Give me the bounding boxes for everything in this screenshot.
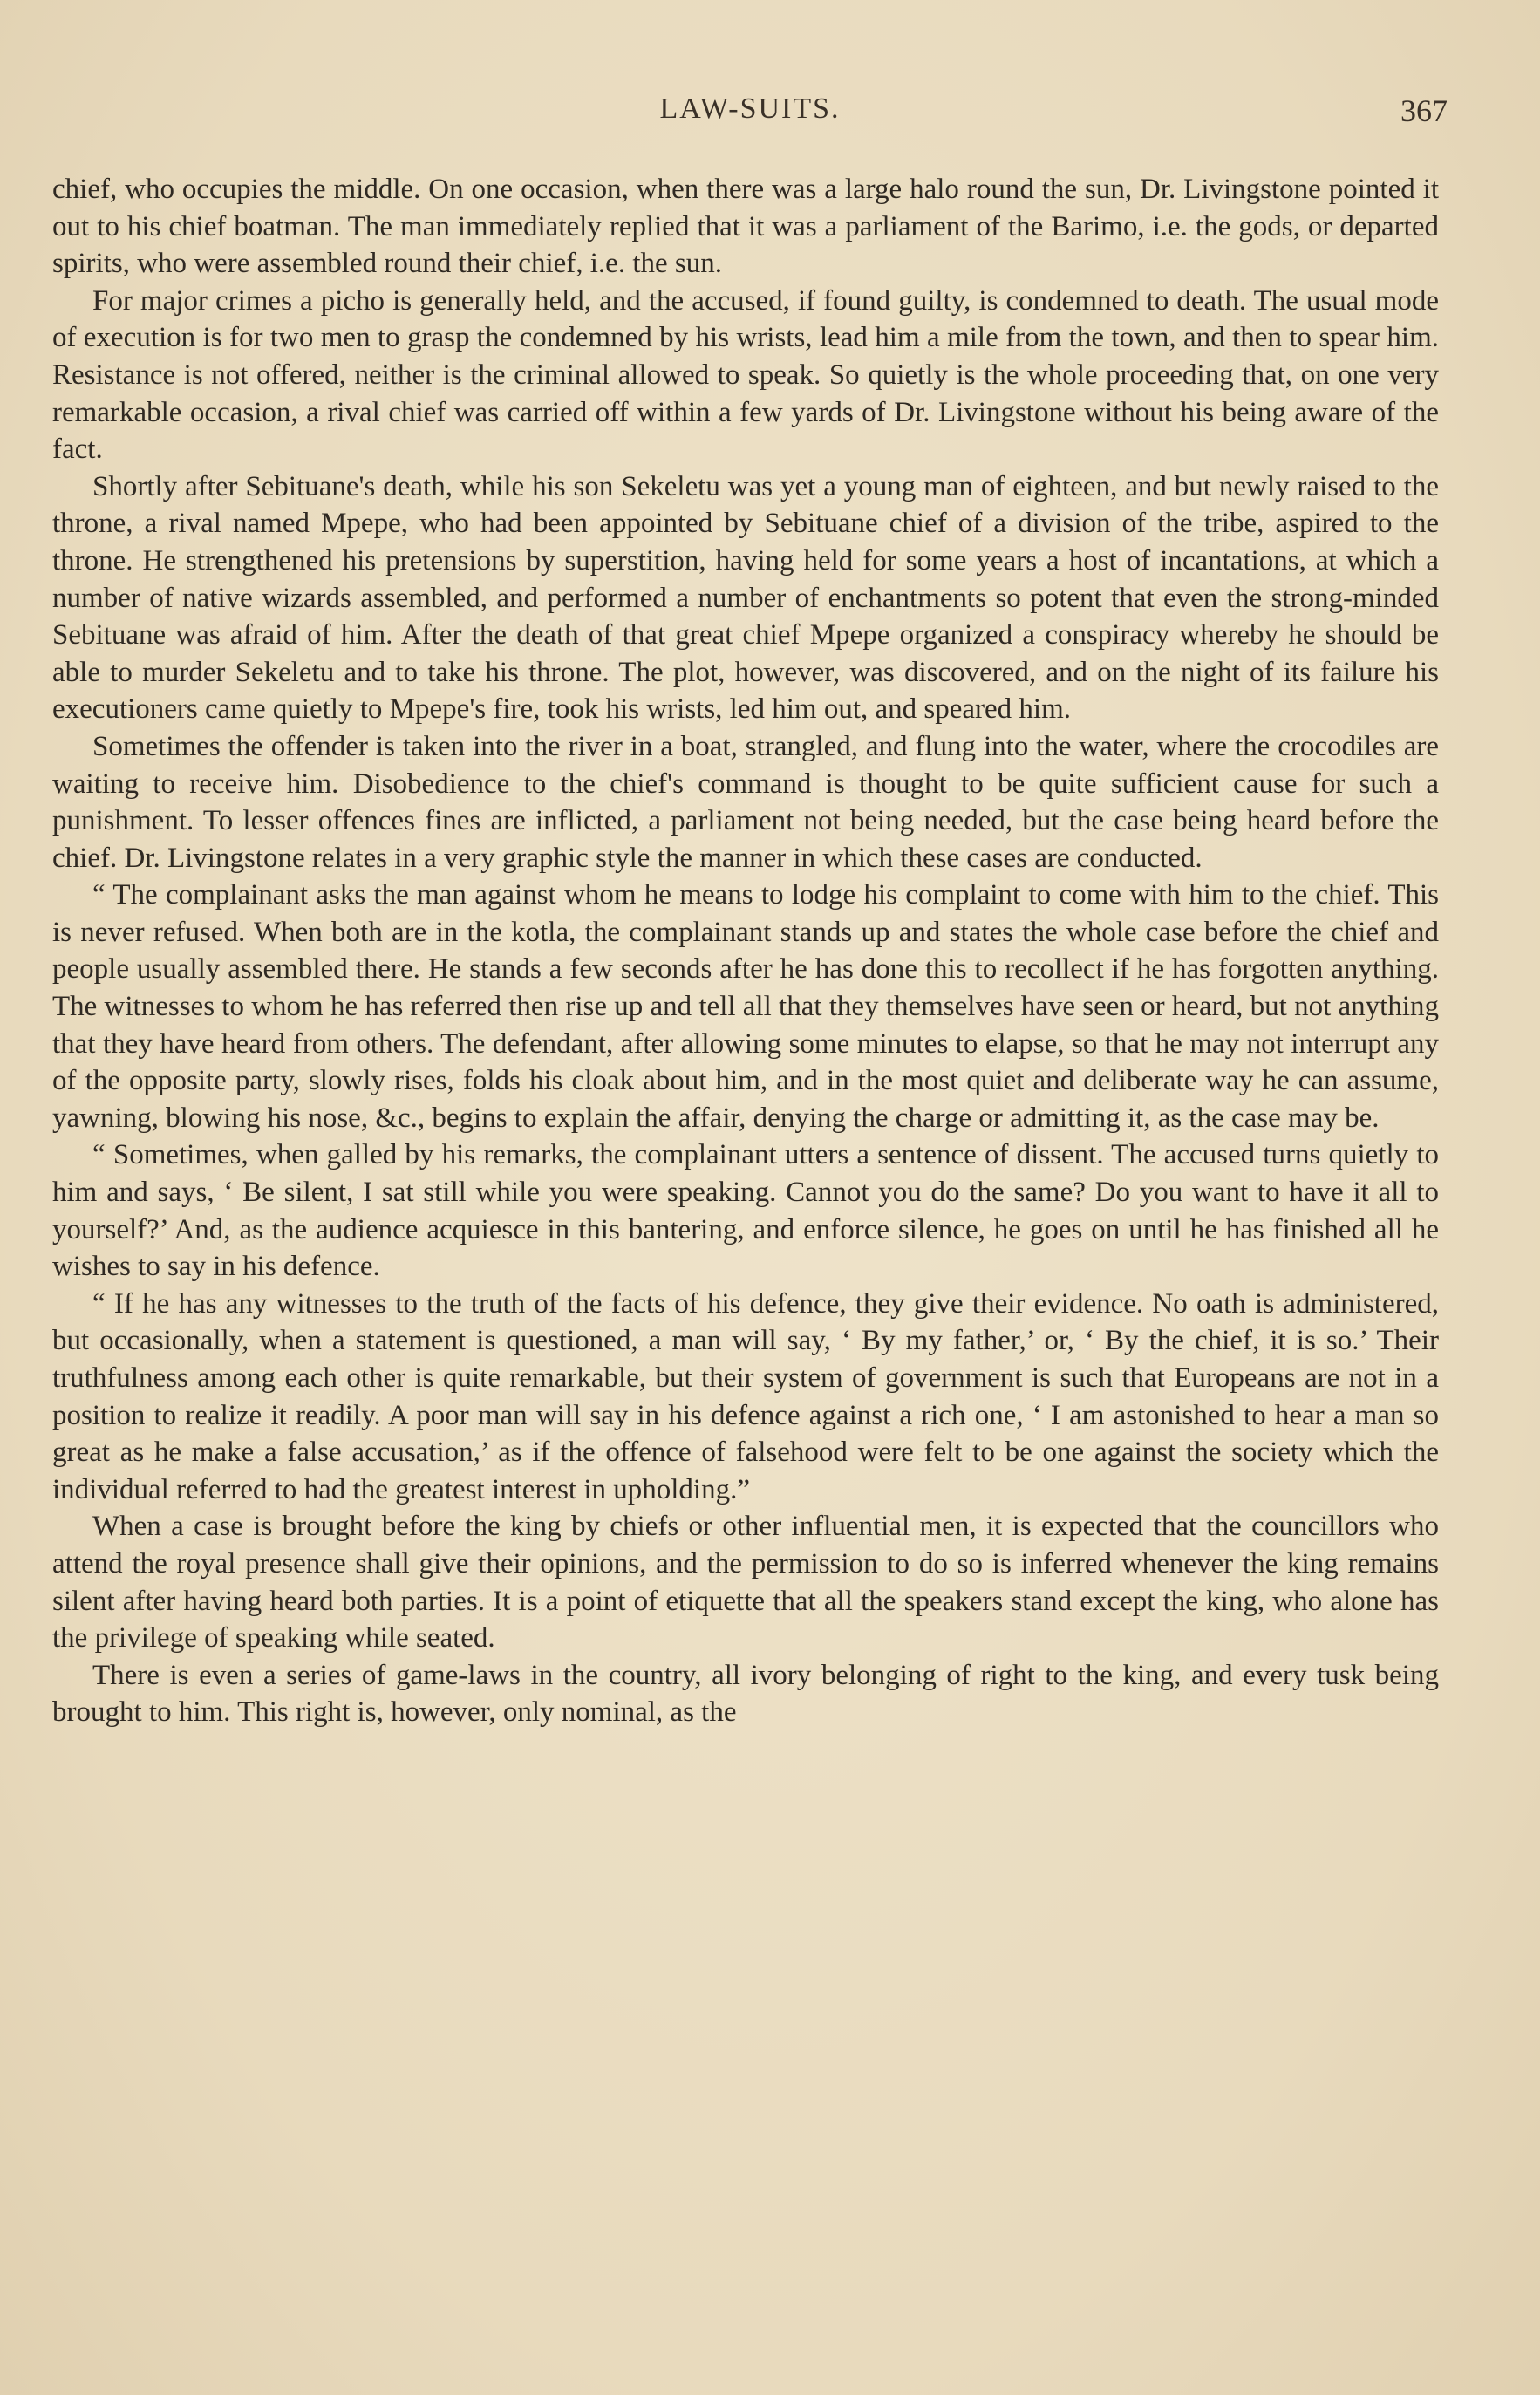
paragraph-7: “ If he has any witnesses to the truth of the facts of his defence, they give their evidence. No oath is administered, but occasionally, when a statement is questioned, a man will say, ‘ By my father,’ or, ‘ By the chief, it is so.’ Their truthfulness among each other is quite remarkable, but their system of government is such that Europeans are not in a position to realize it readily. A poor man will say in his defence against a rich one, ‘ I am astonished to hear a man so great as he make a false accusation,’ as if the offence of falsehood were felt to be one against the society which the individual referred to had the greatest interest in upholding.” (52, 1287, 1439, 1505)
paragraph-3: Shortly after Sebituane's death, while his son Sekeletu was yet a young man of eighteen, and but newly raised to the throne, a rival named Mpepe, who had been appointed by Sebituane chief of a division of the tribe, aspired to the throne. He strengthened his pretensions by superstition, having held for some years a host of incantations, at which a number of native wizards assembled, and performed a number of enchantments so potent that even the strong-minded Sebituane was afraid of him. After the death of that great chief Mpepe organized a conspiracy whereby he should be able to murder Sekeletu and to take his throne. The plot, however, was discovered, and on the night of its failure his executioners came quietly to Mpepe's fire, took his wrists, led him out, and speared him. (52, 470, 1439, 726)
paragraph-2: For major crimes a picho is generally held, and the accused, if found guilty, is condemned to death. The usual mode of execution is for two men to grasp the condemned by his wrists, lead him a mile from the town, and then to spear him. Resistance is not offered, neither is the criminal allowed to speak. So quietly is the whole proceeding that, on one very remarkable occasion, a rival chief was carried off within a few yards of Dr. Livingstone without his being aware of the fact. (52, 284, 1439, 466)
paragraph-6: “ Sometimes, when galled by his remarks, the complainant utters a sentence of dissent. The accused turns quietly to him and says, ‘ Be silent, I sat still while you were speaking. Cannot you do the same? Do you want to have it all to yourself?’ And, as the audience acquiesce in this bantering, and enforce silence, he goes on until he has finished all he wishes to say in his defence. (52, 1139, 1439, 1283)
paragraph-1: chief, who occupies the middle. On one occasion, when there was a large halo round the sun, Dr. Livingstone pointed it out to his chief boatman. The man immediately replied that it was a parliament of the Barimo, i.e. the gods, or departed spirits, who were assembled round their chief, i.e. the sun. (52, 174, 1439, 280)
page-header (52, 92, 1448, 145)
paragraph-9: There is even a series of game-laws in the country, all ivory belonging of right to the king, and every tusk being brought to him. This right is, however, only nominal, as the (52, 1659, 1439, 1729)
paragraph-8: When a case is brought before the king by chiefs or other influential men, it is expected that the councillors who attend the royal presence shall give their opinions, and the permission to do so is inferred whenever the king remains silent after having heard both parties. It is a point of etiquette that all the speakers stand except the king, who alone has the privilege of speaking while seated. (52, 1511, 1439, 1655)
body-text (52, 171, 1439, 1731)
paragraph-4: Sometimes the offender is taken into the river in a boat, strangled, and flung into the water, where the crocodiles are waiting to receive him. Disobedience to the chief's command is thought to be quite sufficient cause for such a punishment. To lesser offences fines are inflicted, a parliament not being needed, but the case being heard before the chief. Dr. Livingstone relates in a very graphic style the manner in which these cases are conducted. (52, 730, 1439, 874)
running-title: LAW-SUITS. (659, 92, 841, 125)
paragraph-5: “ The complainant asks the man against whom he means to lodge his complaint to come with him to the chief. This is never refused. When both are in the kotla, the complainant stands up and states the whole case before the chief and people usually assembled there. He stands a few seconds after he has done this to recollect if he has forgotten anything. The witnesses to whom he has referred then rise up and tell all that they themselves have seen or heard, but not anything that they have heard from others. The defendant, after allowing some minutes to elapse, so that he may not interrupt any of the opposite party, slowly rises, folds his cloak about him, and in the most quiet and deliberate way he can assume, yawning, blowing his nose, &c., begins to explain the affair, denying the charge or admitting it, as the case may be. (52, 879, 1439, 1134)
page-number: 367 (1400, 93, 1448, 128)
